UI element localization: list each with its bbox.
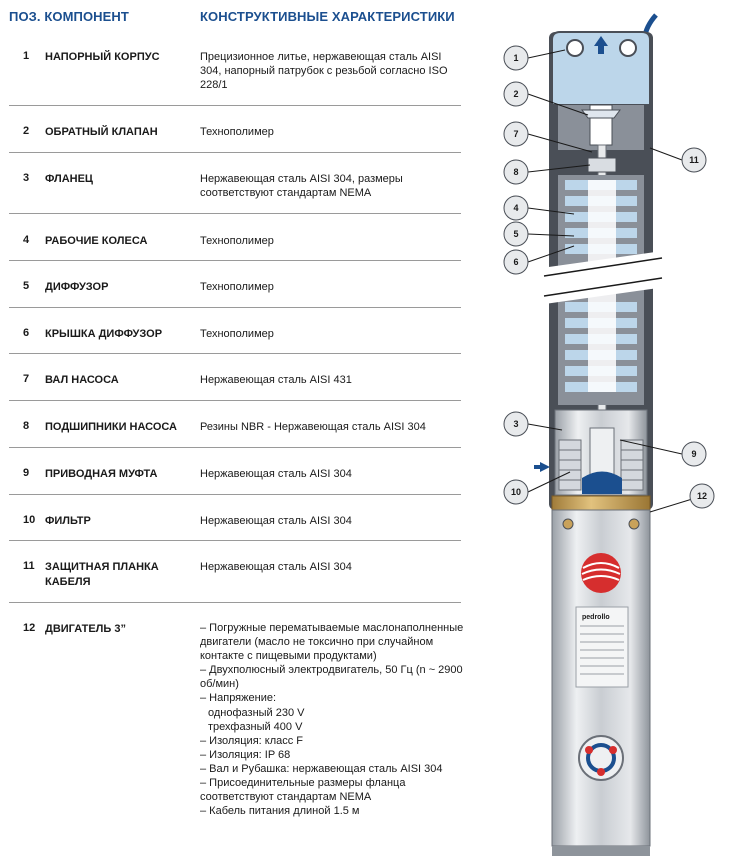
row-divider — [9, 494, 461, 495]
component-name: РАБОЧИЕ КОЛЕСА — [45, 235, 148, 247]
motor-feature: – Двухполюсный электродвигатель, 50 Гц (n ~ 2900 об/мин) — [200, 664, 463, 691]
svg-text:4: 4 — [513, 203, 519, 213]
svg-text:12: 12 — [696, 491, 708, 501]
component-description: Технополимер — [200, 281, 274, 293]
motor-screw — [629, 519, 639, 529]
svg-text:5: 5 — [513, 229, 519, 239]
row-divider — [9, 447, 461, 448]
brand-logo-icon — [581, 553, 621, 593]
svg-text:11: 11 — [689, 155, 699, 165]
motor-feature: трехфазный 400 V — [208, 720, 303, 733]
header-characteristics: КОНСТРУКТИВНЫЕ ХАРАКТЕРИСТИКИ — [200, 9, 455, 24]
callout — [504, 480, 528, 504]
component-description: Нержавеющая сталь AISI 304 — [200, 515, 352, 527]
component-name: ОБРАТНЫЙ КЛАПАН — [45, 126, 158, 138]
motor-seal — [582, 472, 622, 495]
component-name: ДИФФУЗОР — [45, 281, 109, 293]
component-number: 3 — [23, 172, 30, 184]
callout — [682, 148, 706, 172]
motor-screw — [563, 519, 573, 529]
motor-feature: – Погружные перематываемые маслонаполненные двигатели (масло не токсично при случайном контакте с пищевыми продуктами) — [200, 622, 464, 663]
row-divider — [9, 260, 461, 261]
row-divider — [9, 105, 461, 106]
brand-plate-text: pedrollo — [582, 614, 610, 621]
callout — [504, 250, 528, 274]
component-number: 5 — [23, 280, 30, 292]
header-position-component: ПОЗ. КОМПОНЕНТ — [9, 9, 129, 24]
motor-feature-list — [200, 621, 465, 818]
svg-text:7: 7 — [513, 129, 519, 139]
component-number: 7 — [23, 373, 30, 385]
component-name: ПОДШИПНИКИ НАСОСА — [45, 421, 177, 433]
drive-coupling — [590, 428, 614, 478]
svg-text:10: 10 — [510, 487, 522, 497]
pump-bearing — [588, 158, 616, 172]
component-name: ЗАЩИТНАЯ ПЛАНКА КАБЕЛЯ — [45, 561, 159, 588]
callout — [504, 122, 528, 146]
component-name: ФИЛЬТР — [45, 515, 91, 527]
callout — [682, 442, 706, 466]
svg-text:6: 6 — [513, 257, 519, 267]
component-description: Нержавеющая сталь AISI 304 — [200, 561, 352, 573]
motor-feature: – Кабель питания длиной 1.5 м — [200, 805, 360, 818]
component-number: 4 — [23, 234, 30, 246]
motor-feature: – Изоляция: IP 68 — [200, 748, 291, 761]
component-description: Нержавеющая сталь AISI 304, размеры соответствуют стандартам NEMA — [200, 173, 403, 199]
motor-feature: – Изоляция: класс F — [200, 734, 304, 747]
component-number: 6 — [23, 327, 30, 339]
motor-feature: – Присоединительные размеры фланца соответствуют стандартам NEMA — [200, 777, 406, 804]
svg-text:1: 1 — [513, 53, 519, 63]
motor-base-emblem — [579, 736, 623, 780]
component-name: ПРИВОДНАЯ МУФТА — [45, 468, 158, 480]
motor-feature: – Вал и Рубашка: нержавеющая сталь AISI 304 — [200, 762, 443, 775]
component-number: 1 — [23, 50, 30, 62]
motor-nameplate — [576, 607, 628, 687]
component-name: КРЫШКА ДИФФУЗОР — [45, 328, 163, 340]
component-description: Технополимер — [200, 126, 274, 138]
component-description: Прецизионное литье, нержавеющая сталь AISI 304, напорный патрубок с резьбой согласно ISO 228/1 — [200, 51, 448, 91]
svg-text:2: 2 — [513, 89, 519, 99]
row-divider — [9, 540, 461, 541]
component-number: 11 — [23, 560, 35, 572]
svg-text:8: 8 — [513, 167, 519, 177]
row-divider — [9, 602, 461, 603]
component-number: 8 — [23, 420, 30, 432]
callout — [504, 46, 528, 70]
component-name: ФЛАНЕЦ — [45, 173, 93, 185]
callout — [690, 484, 714, 508]
callout — [504, 196, 528, 220]
callout — [504, 222, 528, 246]
row-divider — [9, 152, 461, 153]
pump-cutaway-illustration — [470, 10, 730, 859]
svg-text:3: 3 — [513, 419, 519, 429]
motor-feature: однофазный 230 V — [208, 706, 305, 719]
bolt-hole — [620, 40, 636, 56]
callout — [504, 82, 528, 106]
motor-flange-ring — [552, 496, 650, 510]
row-divider — [9, 353, 461, 354]
component-name: ДВИГАТЕЛЬ 3” — [45, 623, 126, 635]
component-description: Технополимер — [200, 328, 274, 340]
component-number: 10 — [23, 514, 36, 526]
svg-text:9: 9 — [691, 449, 697, 459]
row-divider — [9, 307, 461, 308]
component-description: Нержавеющая сталь AISI 304 — [200, 468, 352, 480]
component-number: 2 — [23, 125, 30, 137]
motor-feature: – Напряжение: — [200, 692, 277, 705]
row-divider — [9, 400, 461, 401]
component-description: Резины NBR - Нержавеющая сталь AISI 304 — [200, 421, 426, 433]
bolt-hole — [567, 40, 583, 56]
callout — [504, 412, 528, 436]
component-description: Технополимер — [200, 235, 274, 247]
component-name: ВАЛ НАСОСА — [45, 374, 119, 386]
component-number: 9 — [23, 467, 30, 479]
component-description: Нержавеющая сталь AISI 431 — [200, 374, 352, 386]
row-divider — [9, 213, 461, 214]
component-name: НАПОРНЫЙ КОРПУС — [45, 51, 160, 63]
component-number: 12 — [23, 622, 36, 634]
callout — [504, 160, 528, 184]
